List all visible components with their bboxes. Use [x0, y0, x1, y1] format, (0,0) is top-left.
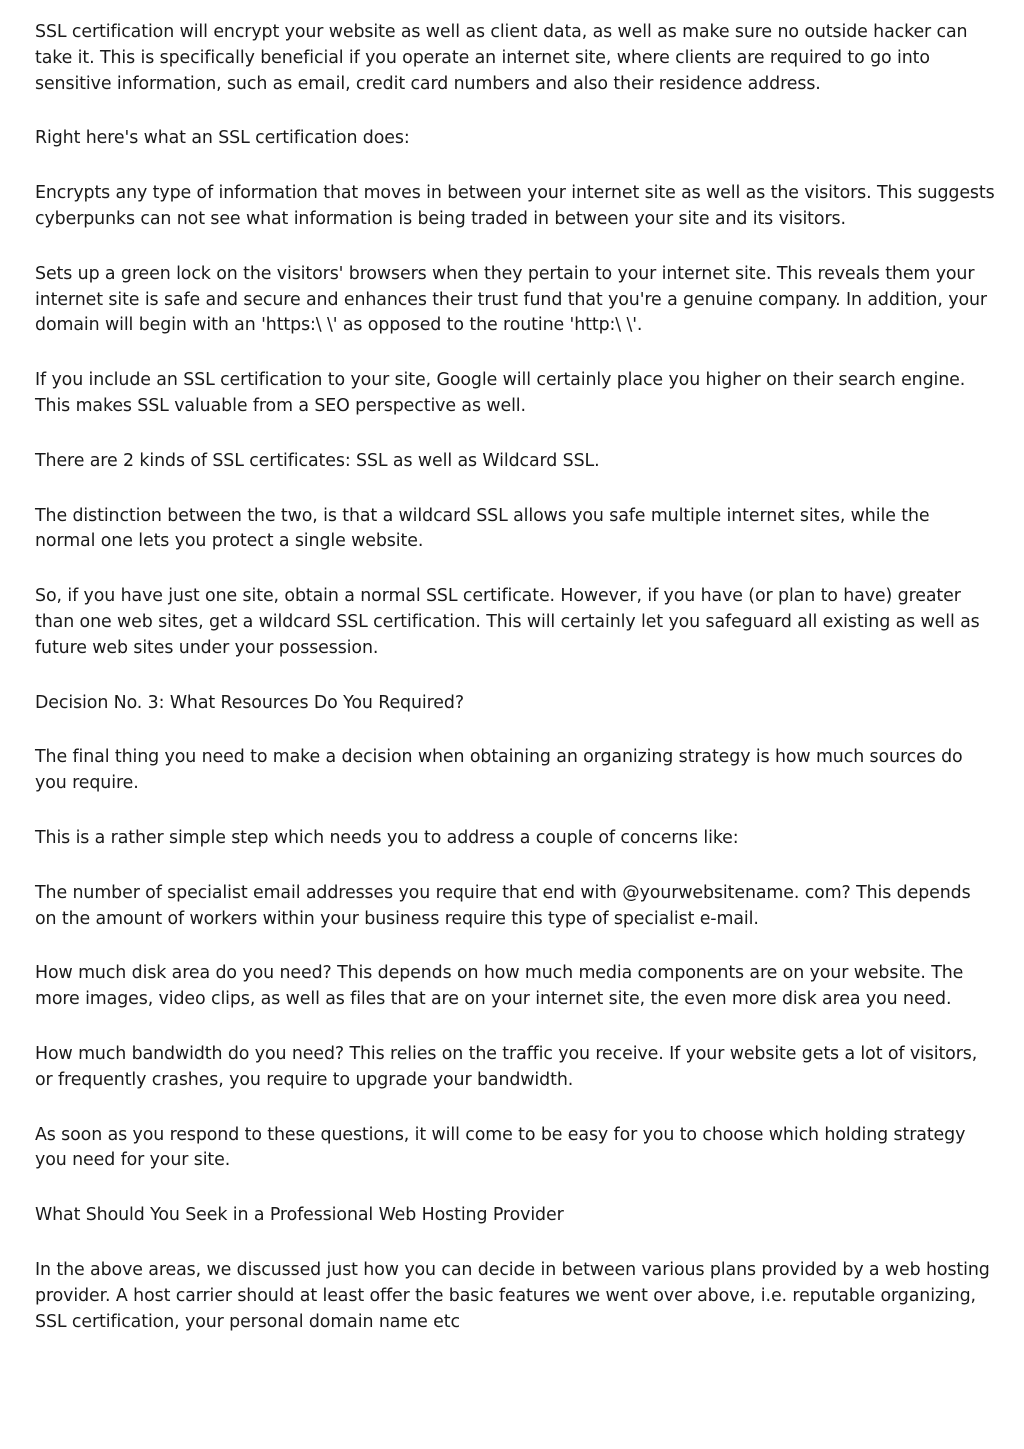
document-page — [35, 20, 995, 1364]
paragraph-disk-area: How much disk area do you need? This depends on how much media components are on your website. The more images, video clips, as well as files that are on your internet site, the even more disk area you need. — [35, 963, 964, 1010]
paragraph-ssl-intro: SSL certification will encrypt your website as well as client data, as well as make sure no outside hacker can take it. This is specifically beneficial if you operate an internet site, where clients are required to go into sensitive information, such as email, credit card numbers and also their residence address. — [35, 22, 968, 94]
paragraph-email-addresses: The number of specialist email addresses you require that end with @yourwebsitename. com? This depends on the amount of workers within your business require this type of specialist e-mail. — [35, 882, 971, 929]
paragraph-bandwidth: How much bandwidth do you need? This relies on the traffic you receive. If your website gets a lot of visitors, or frequently crashes, you require to upgrade your bandwidth. — [35, 1043, 978, 1090]
paragraph-green-lock: Sets up a green lock on the visitors' browsers when they pertain to your internet site. This reveals them your internet site is safe and secure and enhances their trust fund that you're a genuine company. In addition, your domain will begin with an 'https:\ \' as opposed to the routine 'http:\ \'. — [35, 263, 987, 336]
paragraph-ssl-distinction: The distinction between the two, is that a wildcard SSL allows you safe multiple internet sites, while the normal one lets you protect a single website. — [35, 505, 930, 552]
paragraph-encrypts: Encrypts any type of information that moves in between your internet site as well as the visitors. This suggests cyberpunks can not see what information is being traded in between your site and its visitors. — [35, 183, 995, 229]
paragraph-google-seo: If you include an SSL certification to your site, Google will certainly place you higher on their search engine. This makes SSL valuable from a SEO perspective as well. — [35, 370, 966, 416]
paragraph-ssl-kinds: There are 2 kinds of SSL certificates: SSL as well as Wildcard SSL. — [35, 450, 600, 471]
paragraph-respond-questions: As soon as you respond to these questions, it will come to be easy for you to choose which holding strategy you need for your site. — [35, 1124, 966, 1171]
paragraph-above-areas: In the above areas, we discussed just how you can decide in between various plans provided by a web hosting provider. A host carrier should at least offer the basic features we went over above, i.e. reputable organizing, SSL certification, your personal domain name etc — [35, 1259, 990, 1332]
paragraph-ssl-does: Right here's what an SSL certification does: — [35, 128, 410, 149]
paragraph-final-thing: The final thing you need to make a decision when obtaining an organizing strategy is how much sources do you require. — [35, 747, 963, 794]
heading-professional-provider: What Should You Seek in a Professional Web Hosting Provider — [35, 1205, 564, 1226]
paragraph-ssl-choice: So, if you have just one site, obtain a normal SSL certificate. However, if you have (or plan to have) greater than one web sites, get a wildcard SSL certification. This will certainly let you safeguard all existing as well as future web sites under your possession. — [35, 586, 980, 658]
paragraph-simple-step: This is a rather simple step which needs you to address a couple of concerns like: — [35, 827, 739, 848]
heading-decision-3: Decision No. 3: What Resources Do You Required? — [35, 692, 464, 713]
